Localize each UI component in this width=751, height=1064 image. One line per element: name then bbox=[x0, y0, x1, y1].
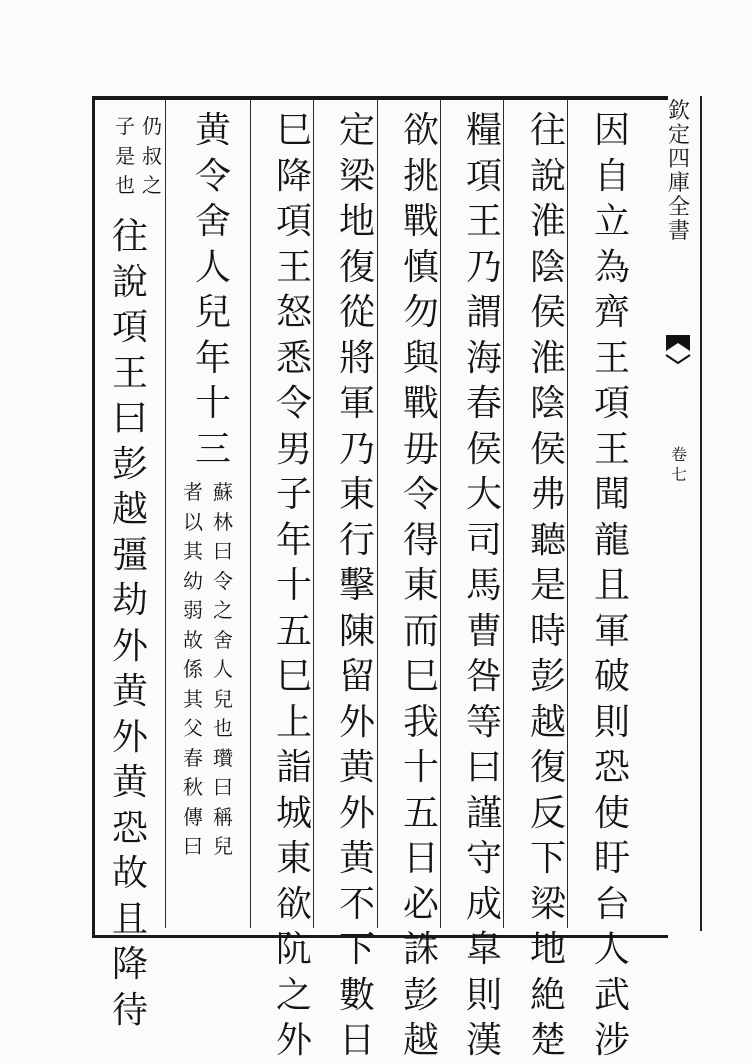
character: 下 bbox=[529, 838, 566, 879]
character: 梁 bbox=[338, 155, 375, 197]
fold-edge bbox=[700, 96, 702, 931]
character: 令 bbox=[194, 155, 231, 197]
text-column-2 bbox=[521, 108, 575, 1064]
character: 日 bbox=[338, 1020, 375, 1061]
character: 王 bbox=[111, 352, 148, 394]
character: 擊 bbox=[338, 565, 375, 606]
character: 曰 bbox=[213, 539, 233, 563]
character: 齊 bbox=[593, 292, 630, 333]
character: 之 bbox=[213, 598, 233, 622]
text-column-7 bbox=[186, 108, 240, 472]
character: 曰 bbox=[183, 834, 203, 858]
character: 待 bbox=[111, 989, 148, 1031]
character: 與 bbox=[402, 337, 439, 379]
character: 曹 bbox=[465, 610, 502, 652]
character: 者 bbox=[183, 480, 203, 504]
character: 復 bbox=[529, 747, 566, 788]
character: 恐 bbox=[593, 747, 630, 788]
character: 破 bbox=[593, 656, 630, 697]
character: 故 bbox=[183, 627, 203, 652]
character: 為 bbox=[593, 246, 630, 288]
character: 下 bbox=[338, 929, 375, 970]
character: 外 bbox=[338, 701, 375, 743]
character: 令 bbox=[402, 474, 439, 515]
character: 叔 bbox=[142, 143, 162, 168]
character: 舍 bbox=[213, 627, 233, 652]
character: 自 bbox=[593, 155, 630, 197]
character: 十 bbox=[194, 383, 231, 424]
character: 曰 bbox=[111, 398, 148, 439]
character: 東 bbox=[338, 474, 375, 515]
character: 反 bbox=[529, 792, 566, 834]
juan-label bbox=[664, 445, 694, 485]
character: 巳 bbox=[275, 110, 312, 151]
character: 春 bbox=[465, 383, 502, 424]
character: 行 bbox=[338, 519, 375, 561]
character: 慎 bbox=[402, 246, 439, 288]
character: 往 bbox=[111, 216, 148, 257]
character: 陰 bbox=[529, 246, 566, 288]
character: 王 bbox=[465, 201, 502, 242]
character: 梁 bbox=[529, 883, 566, 925]
character: 外 bbox=[111, 716, 148, 758]
character: 盱 bbox=[593, 838, 630, 879]
character: 東 bbox=[275, 838, 312, 879]
character: 黄 bbox=[111, 671, 148, 712]
character: 且 bbox=[111, 898, 148, 940]
character: 黄 bbox=[338, 838, 375, 879]
character: 弗 bbox=[529, 474, 566, 515]
character: 台 bbox=[593, 883, 630, 925]
character: 詣 bbox=[275, 747, 312, 788]
character: 子 bbox=[275, 474, 312, 515]
character: 時 bbox=[529, 610, 566, 652]
fish-tail-mark-icon bbox=[664, 333, 692, 365]
character: 令 bbox=[275, 383, 312, 424]
character: 戰 bbox=[402, 201, 439, 242]
character: 絶 bbox=[529, 974, 566, 1016]
character: 是 bbox=[115, 143, 135, 168]
character: 軍 bbox=[338, 383, 375, 424]
character: 項 bbox=[111, 307, 148, 348]
character: 武 bbox=[593, 974, 630, 1016]
character: 全 bbox=[667, 195, 690, 220]
column-rule bbox=[250, 100, 251, 928]
book-title-margin bbox=[664, 100, 694, 244]
character: 糧 bbox=[465, 110, 502, 151]
character: 漢 bbox=[465, 1020, 502, 1061]
character: 謂 bbox=[465, 292, 502, 333]
character: 城 bbox=[275, 792, 312, 834]
character: 馬 bbox=[465, 565, 502, 606]
character: 日 bbox=[402, 838, 439, 879]
character: 皐 bbox=[465, 929, 502, 970]
character: 彭 bbox=[111, 443, 148, 485]
character: 淮 bbox=[529, 201, 566, 242]
character: 越 bbox=[402, 1020, 439, 1061]
character: 欽 bbox=[667, 99, 690, 124]
character: 兒 bbox=[194, 292, 231, 333]
character: 戰 bbox=[402, 383, 439, 424]
character: 侯 bbox=[465, 428, 502, 470]
character: 劫 bbox=[111, 580, 148, 621]
character: 傳 bbox=[183, 804, 203, 829]
character: 五 bbox=[402, 792, 439, 834]
character: 往 bbox=[529, 110, 566, 151]
character: 彭 bbox=[402, 974, 439, 1016]
character: 而 bbox=[402, 610, 439, 652]
character: 謹 bbox=[465, 792, 502, 834]
character: 定 bbox=[667, 123, 690, 148]
character: 兒 bbox=[213, 834, 233, 858]
character: 黄 bbox=[194, 110, 231, 151]
character: 之 bbox=[142, 173, 162, 197]
character: 項 bbox=[465, 155, 502, 197]
character: 年 bbox=[194, 337, 231, 379]
character: 從 bbox=[338, 292, 375, 333]
character: 說 bbox=[529, 155, 566, 197]
character: 降 bbox=[275, 155, 312, 197]
character: 司 bbox=[465, 519, 502, 561]
character: 庫 bbox=[667, 171, 690, 196]
character: 海 bbox=[465, 337, 502, 379]
character: 弱 bbox=[183, 598, 203, 622]
character: 陰 bbox=[529, 383, 566, 424]
character: 陳 bbox=[338, 610, 375, 652]
character: 越 bbox=[111, 489, 148, 530]
character: 四 bbox=[667, 147, 690, 172]
character: 兒 bbox=[213, 686, 233, 711]
character: 十 bbox=[275, 565, 312, 606]
character: 巳 bbox=[275, 656, 312, 697]
character: 人 bbox=[593, 929, 630, 970]
character: 仍 bbox=[142, 114, 162, 138]
character: 說 bbox=[111, 261, 148, 303]
character: 七 bbox=[670, 465, 687, 484]
character: 涉 bbox=[593, 1020, 630, 1061]
character: 人 bbox=[194, 246, 231, 288]
character: 父 bbox=[183, 716, 203, 740]
character: 故 bbox=[111, 853, 148, 894]
character: 毋 bbox=[402, 428, 439, 470]
character: 項 bbox=[593, 383, 630, 424]
character: 春 bbox=[183, 745, 203, 770]
character: 阬 bbox=[275, 929, 312, 970]
commentary-right-2 bbox=[139, 112, 165, 201]
character: 也 bbox=[213, 716, 233, 740]
text-column-5 bbox=[330, 108, 384, 1064]
character: 立 bbox=[593, 201, 630, 242]
character: 幼 bbox=[183, 568, 203, 593]
character: 王 bbox=[593, 428, 630, 470]
character: 彊 bbox=[111, 534, 148, 576]
character: 上 bbox=[275, 701, 312, 743]
character: 其 bbox=[183, 686, 203, 711]
character: 王 bbox=[593, 337, 630, 379]
character: 秋 bbox=[183, 775, 203, 799]
character: 成 bbox=[465, 883, 502, 925]
character: 欲 bbox=[275, 883, 312, 925]
character: 稱 bbox=[213, 804, 233, 829]
character: 係 bbox=[183, 657, 203, 681]
character: 且 bbox=[593, 565, 630, 606]
character: 因 bbox=[593, 110, 630, 151]
character: 人 bbox=[213, 657, 233, 681]
character: 數 bbox=[338, 974, 375, 1016]
character: 令 bbox=[213, 568, 233, 593]
text-column-1 bbox=[585, 108, 639, 1064]
character: 地 bbox=[338, 201, 375, 242]
character: 不 bbox=[338, 883, 375, 925]
character: 留 bbox=[338, 656, 375, 697]
character: 舍 bbox=[194, 201, 231, 242]
character: 外 bbox=[111, 625, 148, 667]
character: 彭 bbox=[529, 656, 566, 697]
character: 男 bbox=[275, 428, 312, 470]
character: 咎 bbox=[465, 656, 502, 697]
character: 怒 bbox=[275, 292, 312, 333]
character: 淮 bbox=[529, 337, 566, 379]
character: 侯 bbox=[529, 292, 566, 333]
commentary-left-2 bbox=[112, 112, 138, 201]
character: 黄 bbox=[338, 747, 375, 788]
character: 之 bbox=[275, 974, 312, 1016]
character: 聞 bbox=[593, 474, 630, 515]
text-column-6 bbox=[267, 108, 321, 1064]
character: 定 bbox=[338, 110, 375, 151]
character: 復 bbox=[338, 246, 375, 288]
text-column-8 bbox=[103, 214, 157, 1033]
character: 大 bbox=[465, 474, 502, 515]
character: 其 bbox=[183, 539, 203, 563]
character: 外 bbox=[338, 792, 375, 834]
character: 悉 bbox=[275, 337, 312, 379]
character: 蘇 bbox=[213, 480, 233, 504]
character: 曰 bbox=[465, 747, 502, 788]
character: 則 bbox=[593, 701, 630, 743]
character: 項 bbox=[275, 201, 312, 242]
character: 將 bbox=[338, 337, 375, 379]
character: 勿 bbox=[402, 292, 439, 333]
character: 必 bbox=[402, 883, 439, 925]
character: 年 bbox=[275, 519, 312, 561]
commentary-right bbox=[210, 478, 236, 862]
character: 以 bbox=[183, 509, 203, 534]
character: 使 bbox=[593, 792, 630, 834]
character: 誅 bbox=[402, 929, 439, 970]
character: 五 bbox=[275, 610, 312, 652]
character: 侯 bbox=[529, 428, 566, 470]
text-column-4 bbox=[394, 108, 448, 1064]
character: 挑 bbox=[402, 155, 439, 197]
character: 巳 bbox=[402, 656, 439, 697]
character: 書 bbox=[667, 219, 690, 244]
character: 十 bbox=[402, 747, 439, 788]
character: 乃 bbox=[338, 428, 375, 470]
character: 卷 bbox=[670, 445, 687, 464]
character: 我 bbox=[402, 701, 439, 743]
character: 等 bbox=[465, 701, 502, 743]
character: 黄 bbox=[111, 762, 148, 803]
character: 是 bbox=[529, 565, 566, 606]
character: 恐 bbox=[111, 807, 148, 849]
character: 楚 bbox=[529, 1020, 566, 1061]
character: 王 bbox=[275, 246, 312, 288]
text-column-3 bbox=[457, 108, 511, 1064]
commentary-left bbox=[180, 478, 206, 862]
character: 東 bbox=[402, 565, 439, 606]
character: 瓚 bbox=[213, 745, 233, 770]
character: 降 bbox=[111, 944, 148, 985]
character: 守 bbox=[465, 838, 502, 879]
column-rule bbox=[165, 100, 166, 928]
character: 則 bbox=[465, 974, 502, 1016]
character: 林 bbox=[213, 509, 233, 534]
character: 龍 bbox=[593, 519, 630, 561]
character: 得 bbox=[402, 519, 439, 561]
character: 子 bbox=[115, 114, 135, 138]
character: 乃 bbox=[465, 246, 502, 288]
character: 曰 bbox=[213, 775, 233, 799]
character: 欲 bbox=[402, 110, 439, 151]
character: 外 bbox=[275, 1020, 312, 1061]
character: 越 bbox=[529, 701, 566, 743]
character: 軍 bbox=[593, 610, 630, 652]
character: 地 bbox=[529, 929, 566, 970]
character: 也 bbox=[115, 173, 135, 197]
character: 聽 bbox=[529, 519, 566, 561]
character: 三 bbox=[194, 428, 231, 470]
